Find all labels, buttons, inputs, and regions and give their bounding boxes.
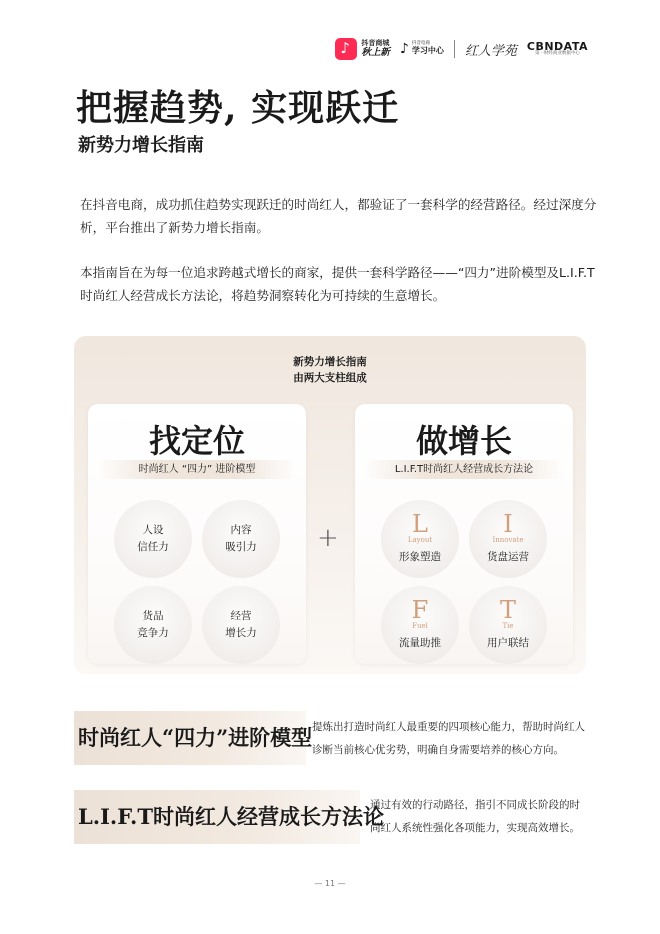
- force-circle-line2: 增长力: [225, 627, 257, 639]
- four-forces-band: 时尚红人 “四力” 进阶模型: [98, 460, 296, 479]
- page-number: — 11 —: [314, 879, 346, 888]
- douyin-logo-line1: 抖音商城: [361, 39, 390, 48]
- lift-label: 用户联结: [487, 637, 529, 649]
- lift-circle-innovate: [469, 500, 547, 578]
- lift-letter: T: [499, 596, 516, 624]
- lift-label: 流量助推: [399, 637, 441, 649]
- header-logos: [335, 38, 588, 60]
- lift-method-band: L.I.F.T时尚红人经营成长方法论: [365, 460, 563, 479]
- four-forces-tag: 时尚红人“四力”进阶模型: [74, 711, 306, 765]
- force-circle-line2: 信任力: [137, 541, 169, 553]
- force-circle-line1: 经营: [230, 610, 252, 622]
- lift-label: 形象塑造: [399, 551, 441, 563]
- douyin-logo-line2: 秋上新: [361, 46, 390, 58]
- page-title: 把握趋势, 实现跃迁: [76, 87, 400, 129]
- lift-english: Innovate: [492, 536, 524, 544]
- growth-guide-panel: [74, 336, 586, 674]
- lift-english: Fuel: [412, 622, 428, 630]
- plus-icon: +: [317, 523, 339, 553]
- cbndata-logo: [527, 41, 588, 57]
- force-circle-operation: [202, 586, 280, 664]
- lift-letter: I: [503, 510, 513, 538]
- lift-letter: L: [412, 510, 428, 538]
- lift-label: 货盘运营: [487, 551, 529, 563]
- growth-card: [355, 404, 573, 664]
- douyin-mall-logo: [335, 38, 390, 60]
- panel-heading-line2: 由两大支柱组成: [293, 372, 367, 384]
- tiktok-note-icon: ♪: [399, 41, 409, 57]
- cbndata-logo-main: CBNDATA: [526, 39, 588, 53]
- lift-letter: F: [411, 596, 429, 624]
- douyin-bag-icon: [335, 38, 357, 60]
- lift-english: Tie: [502, 622, 514, 630]
- study-center-logo: [400, 41, 444, 57]
- lift-method-description: 通过有效的行动路径，指引不同成长阶段的时尚红人系统性强化各项能力，实现高效增长。: [370, 799, 580, 834]
- force-circle-persona: [114, 500, 192, 578]
- positioning-title: 找定位: [148, 422, 245, 460]
- cbndata-logo-sub: 第一财经商业数据中心: [534, 51, 580, 57]
- growth-title: 做增长: [415, 422, 512, 460]
- four-forces-description: 提炼出打造时尚红人最重要的四项核心能力，帮助时尚红人诊断当前核心优劣势，明确自身需要培养的核心方向。: [312, 721, 585, 756]
- force-circle-line2: 竞争力: [137, 627, 169, 639]
- force-circle-content: [202, 500, 280, 578]
- study-logo-main: 学习中心: [411, 46, 444, 56]
- lift-method-tag: L.I.F.T时尚红人经营成长方法论: [74, 790, 360, 844]
- lift-circle-tie: [469, 586, 547, 664]
- study-logo-small: 抖音电商: [411, 41, 430, 47]
- force-circle-line1: 货品: [142, 610, 164, 622]
- positioning-card: [88, 404, 306, 664]
- logo-divider: [454, 40, 455, 58]
- force-circle-line1: 内容: [230, 524, 252, 536]
- lift-circle-fuel: [381, 586, 459, 664]
- intro-paragraph-2: 本指南旨在为每一位追求跨越式增长的商家，提供一套科学路径——“四力”进阶模型及L.I.F.T时尚红人经营成长方法论，将趋势洞察转化为可持续的生意增长。: [80, 265, 595, 303]
- panel-heading-line1: 新势力增长指南: [293, 356, 367, 368]
- force-circle-line1: 人设: [142, 524, 164, 536]
- intro-paragraph-1: 在抖音电商，成功抓住趋势实现跃迁的时尚红人，都验证了一套科学的经营路径。经过深度分析，平台推出了新势力增长指南。: [80, 197, 597, 235]
- page-subtitle: 新势力增长指南: [78, 135, 204, 156]
- lift-english: Layout: [407, 536, 433, 544]
- panel-heading: [74, 354, 586, 386]
- lift-circle-layout: [381, 500, 459, 578]
- hongren-xueyuan-logo: 红人学苑: [464, 43, 517, 59]
- force-circle-product: [114, 586, 192, 664]
- force-circle-line2: 吸引力: [225, 541, 257, 553]
